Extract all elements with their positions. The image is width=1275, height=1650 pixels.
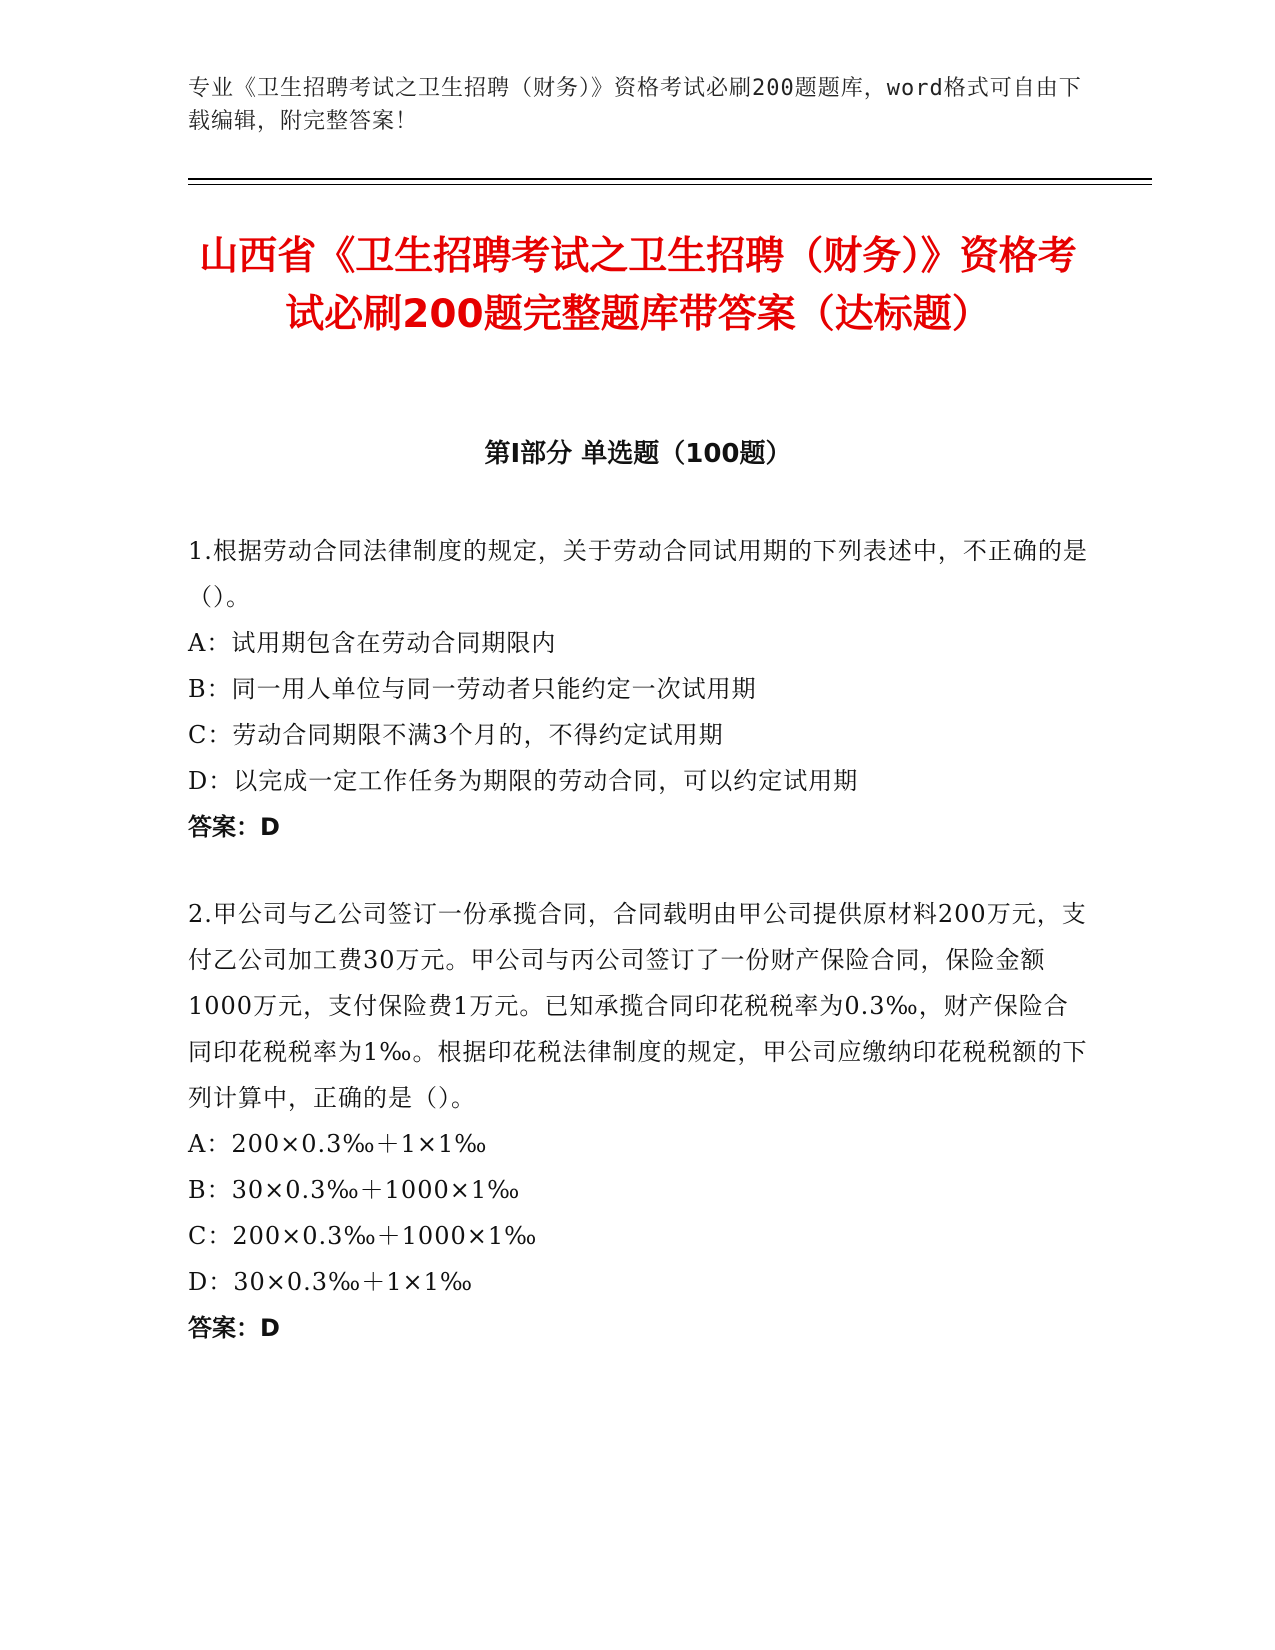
header-divider-thin <box>188 184 1152 185</box>
question-2 <box>188 891 1088 1351</box>
document-title: 山西省《卫生招聘考试之卫生招聘（财务）》资格考试必刷200题完整题库带答案（达标题） <box>199 234 1077 337</box>
question-1 <box>188 528 1088 850</box>
question-stem: 2.甲公司与乙公司签订一份承揽合同，合同载明由甲公司提供原材料200万元，支付乙公司加工费30万元。甲公司与丙公司签订了一份财产保险合同，保险金额1000万元，支付保险费1万元。已知承揽合同印花税税率为0.3‰，财产保险合同印花税税率为1‰。根据印花税法律制度的规定，甲公司应缴纳印花税税额的下列计算中，正确的是（）。 <box>188 900 1088 1112</box>
header-divider-thick <box>188 178 1152 180</box>
option-b: B：30×0.3‰＋1000×1‰ <box>188 1176 521 1204</box>
option-b: B：同一用人单位与同一劳动者只能约定一次试用期 <box>188 675 757 703</box>
option-a: A：试用期包含在劳动合同期限内 <box>188 629 557 657</box>
header-note: 专业《卫生招聘考试之卫生招聘（财务）》资格考试必刷200题题库，word格式可自由下载编辑，附完整答案！ <box>188 76 1082 134</box>
option-d: D：30×0.3‰＋1×1‰ <box>188 1268 474 1296</box>
option-c: C：200×0.3‰＋1000×1‰ <box>188 1222 538 1250</box>
section-title: 第I部分 单选题（100题） <box>484 439 792 469</box>
option-c: C：劳动合同期限不满3个月的，不得约定试用期 <box>188 721 724 749</box>
answer: 答案：D <box>188 1314 280 1342</box>
question-stem: 1.根据劳动合同法律制度的规定，关于劳动合同试用期的下列表述中，不正确的是（）。 <box>188 537 1088 611</box>
option-d: D：以完成一定工作任务为期限的劳动合同，可以约定试用期 <box>188 767 859 795</box>
option-a: A：200×0.3‰＋1×1‰ <box>188 1130 488 1158</box>
answer: 答案：D <box>188 813 280 841</box>
